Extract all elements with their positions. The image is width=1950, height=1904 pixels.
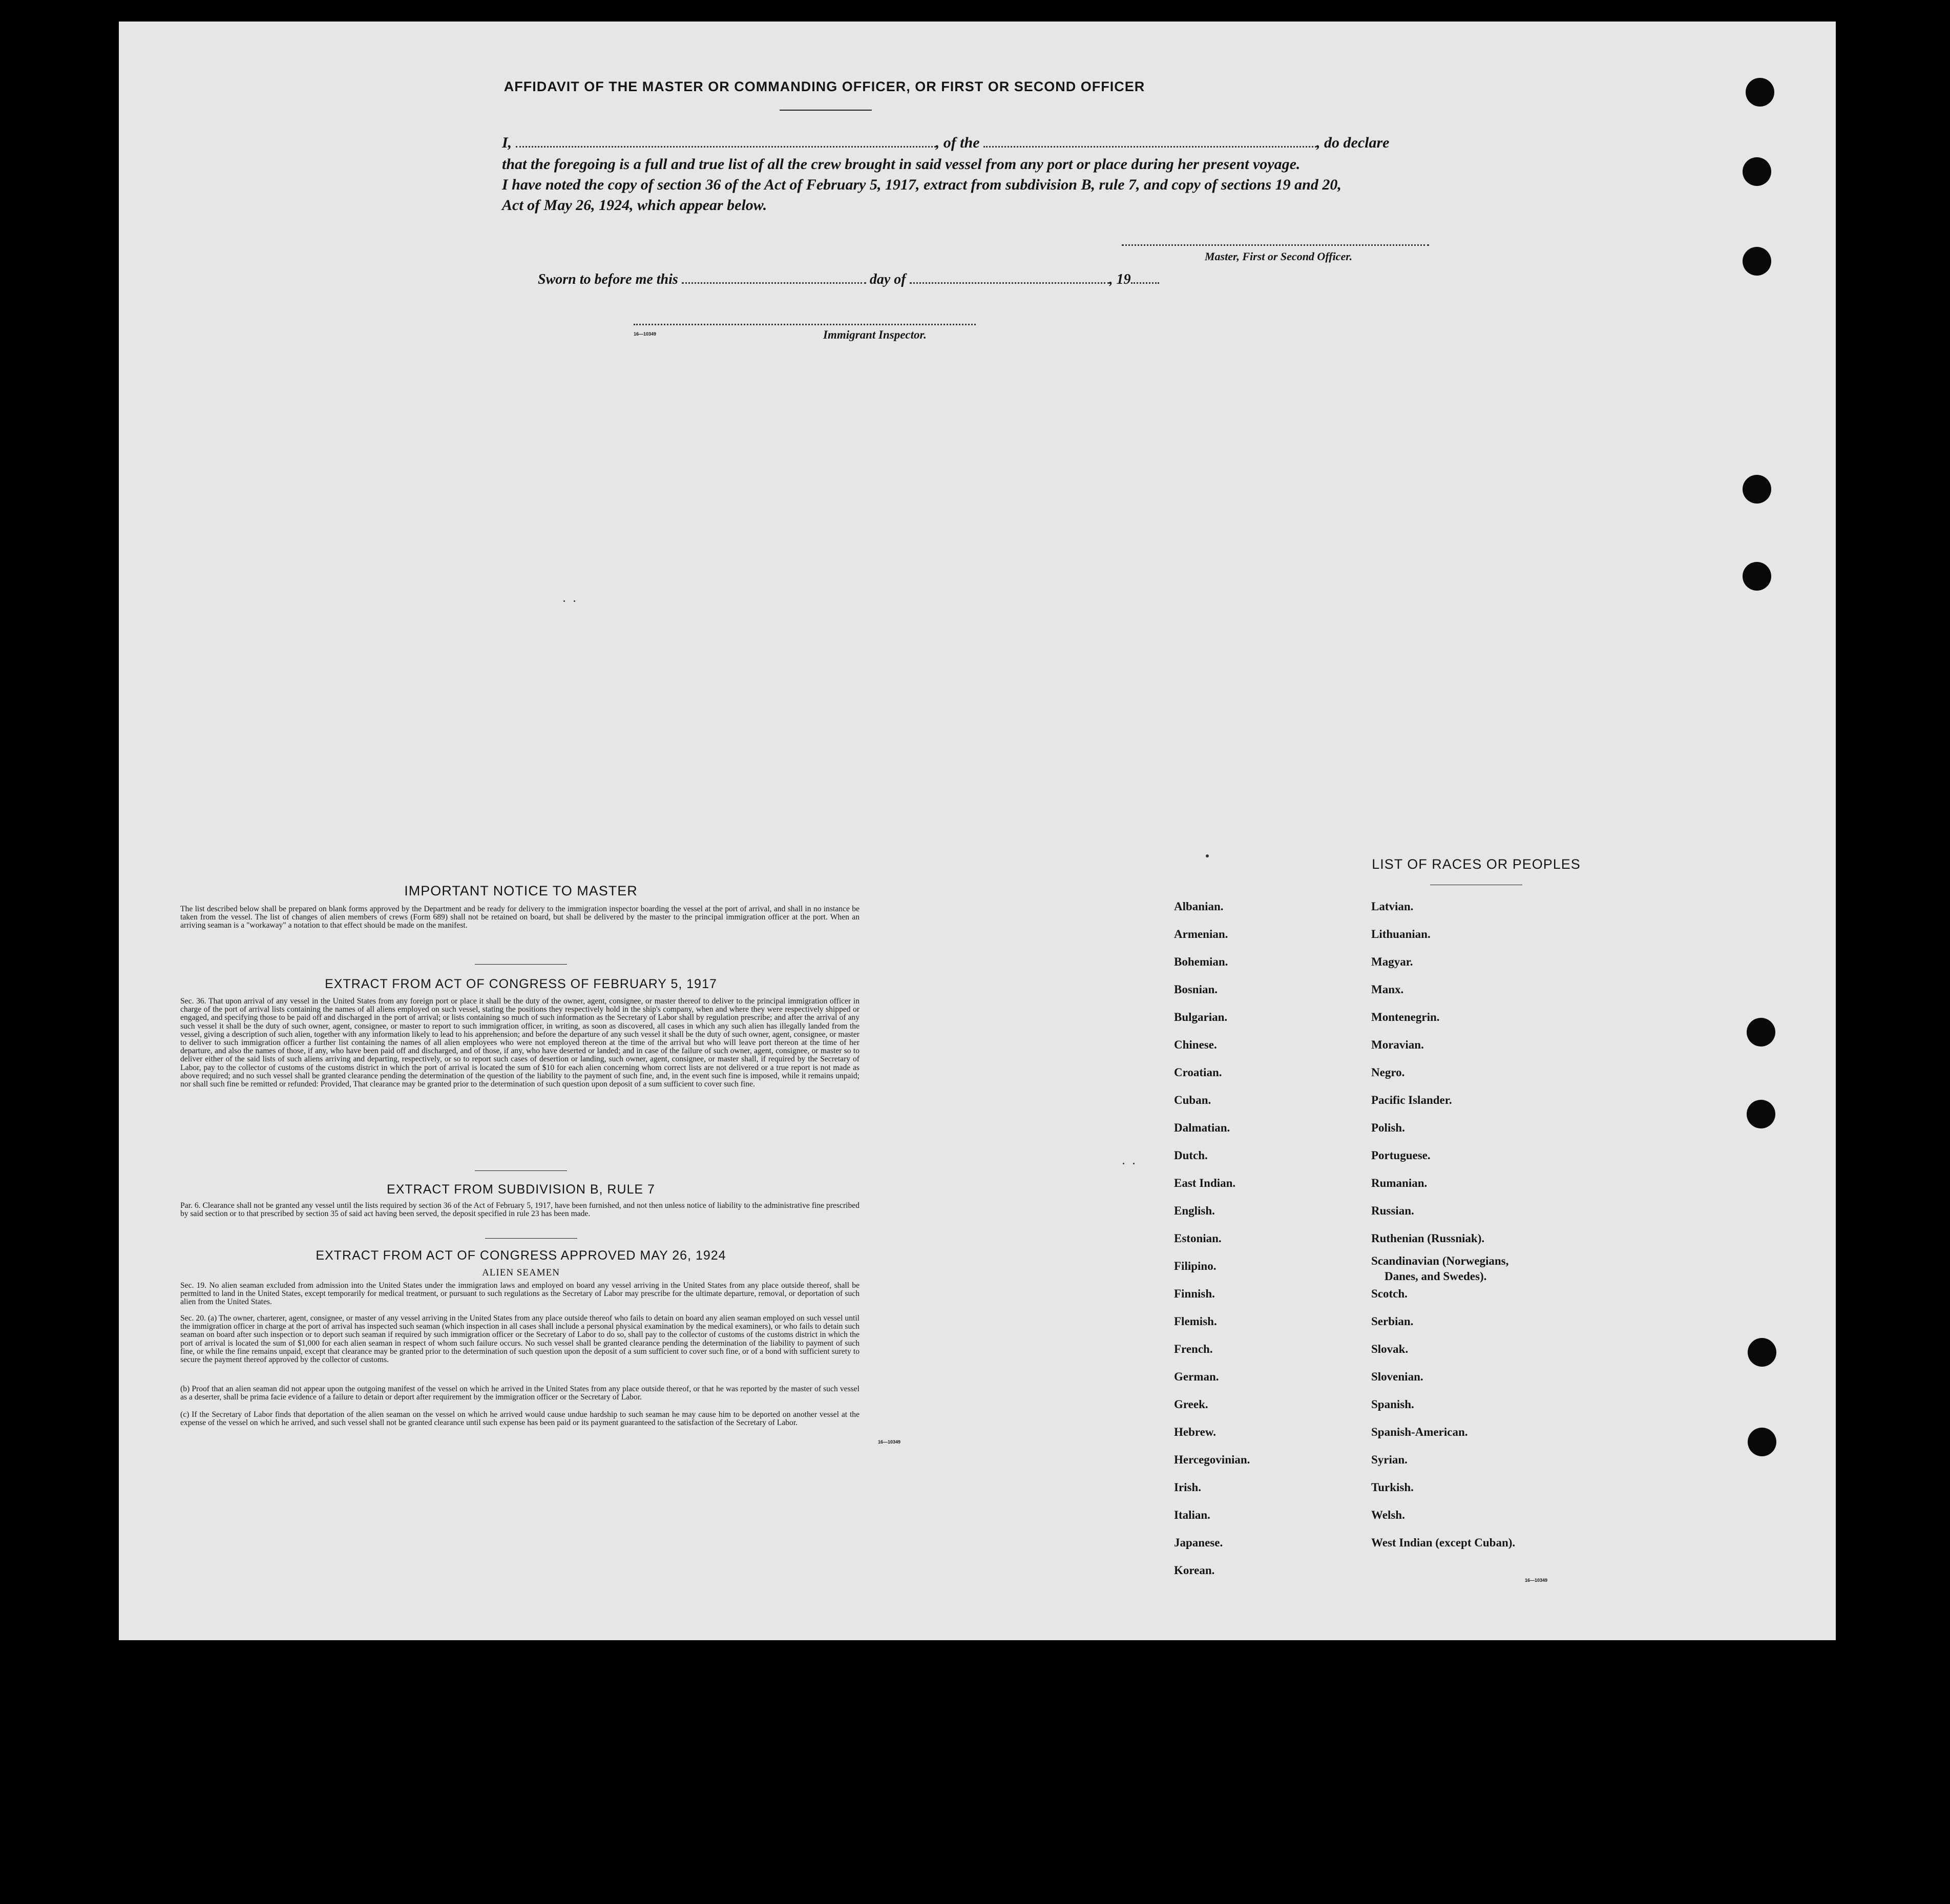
race-item: Flemish. bbox=[1174, 1315, 1217, 1328]
races-title: LIST OF RACES OR PEOPLES bbox=[1372, 856, 1581, 872]
binder-hole bbox=[1747, 1100, 1775, 1128]
race-item: Latvian. bbox=[1371, 900, 1414, 913]
declaration-line-1 bbox=[502, 134, 1424, 152]
declarant-name-blank[interactable] bbox=[516, 141, 936, 148]
extract-rule7-divider bbox=[485, 1238, 577, 1239]
race-item: Cuban. bbox=[1174, 1094, 1211, 1106]
sec20c-text: (c) If the Secretary of Labor finds that deportation of the alien seaman on the vessel on which he arrived would cause undue hardship to such seaman he may cause him to be deported on another vessel at the expense of the vessel on which he arrived, and such vessel shall not be granted clearance until such expense has been paid or its payment guaranteed to the satisfaction of the Secretary of Labor. bbox=[180, 1410, 859, 1428]
form-number-left: 16—10349 bbox=[878, 1439, 901, 1445]
form-number-top: 16—10349 bbox=[634, 331, 657, 337]
race-item: Turkish. bbox=[1371, 1481, 1414, 1494]
race-item: Estonian. bbox=[1174, 1232, 1222, 1245]
binder-hole bbox=[1746, 78, 1774, 107]
scan-speck bbox=[574, 600, 575, 602]
race-item: Bulgarian. bbox=[1174, 1011, 1228, 1023]
notice-title: IMPORTANT NOTICE TO MASTER bbox=[404, 883, 638, 898]
race-item: Korean. bbox=[1174, 1564, 1215, 1577]
race-item: Montenegrin. bbox=[1371, 1011, 1440, 1023]
race-item: Welsh. bbox=[1371, 1509, 1405, 1521]
do-declare-label: , do declare bbox=[1316, 134, 1390, 151]
race-item: Croatian. bbox=[1174, 1066, 1222, 1079]
extract-1924-title: EXTRACT FROM ACT OF CONGRESS APPROVED MAY 26, 1924 bbox=[316, 1248, 726, 1263]
sworn-day-blank[interactable] bbox=[682, 277, 866, 284]
race-item: Lithuanian. bbox=[1371, 928, 1431, 940]
race-item: Spanish-American. bbox=[1371, 1426, 1468, 1438]
scan-speck bbox=[563, 600, 565, 602]
race-item: Serbian. bbox=[1371, 1315, 1414, 1328]
race-item: English. bbox=[1174, 1204, 1215, 1217]
race-item: French. bbox=[1174, 1343, 1213, 1355]
race-item: Slovenian. bbox=[1371, 1370, 1423, 1383]
inspector-label: Immigrant Inspector. bbox=[823, 328, 927, 341]
notice-text: The list described below shall be prepared on blank forms approved by the Department and be ready for delivery to the immigration inspector boarding the vessel at the port of arrival, and shall in no instance be taken from the vessel. The list of changes of alien members of crews (Form 689) shall not be retained on board, but shall be delivered by the master to the principal immigration officer at the port. When an arriving seaman is a "workaway" a notation to that effect should be made on the manifest. bbox=[180, 905, 859, 930]
race-item: Moravian. bbox=[1371, 1038, 1424, 1051]
sworn-line bbox=[538, 271, 1159, 288]
race-item: Negro. bbox=[1371, 1066, 1405, 1079]
title-divider bbox=[780, 110, 872, 111]
extract-1917-text: Sec. 36. That upon arrival of any vessel in the United States from any foreign port or place it shall be the duty of the owner, agent, consignee, or master thereof to deliver to the principal immigration officer in charge of the port of arrival lists containing the names of all aliens employed on such vessel, stating the positions they respectively hold in the ship's company, when and where they were respectively shipped or engaged, and specifying those to be paid off and discharged in the port of arrival; or lists containing so much of such information as the Secretary of Labor shall by regulation prescribe; and after the arrival of any such vessel it shall be the duty of such owner, agent, consignee, or master to report to such immigration officer, in writing, as soon as discovered, all cases in which any such alien has illegally landed from the vessel, giving a description of such alien, together with any information likely to lead to his apprehension; and before the departure of any such vessel it shall be the duty of such owner, agent, consignee, or master to deliver to such immigration officer a further list containing the names of all alien employees who were not employed thereon at the time of the arrival but who will leave port thereon at the time of her departure, and also the names of those, if any, who have been paid off and discharged, and of those, if any, who have deserted or landed; and in case of the failure of such owner, agent, consignee, or master so to deliver either of the said lists of such aliens arriving and departing, respectively, or so to report such cases of desertion or landing, such owner, agent, consignee, or master shall, if required by the Secretary of Labor, pay to the collector of customs of the customs district in which the port of arrival is located the sum of $10 for each alien concerning whom correct lists are not delivered or a true report is not made as above required; and no such vessel shall be granted clearance pending the determination of the question of the liability to the payment of such fine, and, in the event such fine is imposed, while it remains unpaid; nor shall such fine be remitted or refunded: Provided, That clearance may be granted prior to the determination of such question upon deposit of a sum sufficient to cover such fine. bbox=[180, 997, 859, 1089]
race-item: Slovak. bbox=[1371, 1343, 1409, 1355]
race-item: Albanian. bbox=[1174, 900, 1224, 913]
binder-hole bbox=[1747, 1018, 1775, 1047]
race-item: Syrian. bbox=[1371, 1453, 1408, 1466]
binder-hole bbox=[1743, 475, 1771, 504]
declaration-line-3: I have noted the copy of section 36 of the Act of February 5, 1917, extract from subdivision B, rule 7, and copy of sections 19 and 20, bbox=[502, 176, 1341, 193]
race-item: Armenian. bbox=[1174, 928, 1228, 940]
race-item: Dalmatian. bbox=[1174, 1121, 1230, 1134]
master-signature-line[interactable] bbox=[1122, 244, 1429, 246]
race-item: Spanish. bbox=[1371, 1398, 1414, 1411]
race-item: German. bbox=[1174, 1370, 1219, 1383]
form-number-right: 16—10349 bbox=[1525, 1578, 1548, 1583]
extract-1924-subtitle: ALIEN SEAMEN bbox=[482, 1267, 560, 1278]
race-item: Ruthenian (Russniak). bbox=[1371, 1232, 1485, 1245]
race-item: Hebrew. bbox=[1174, 1426, 1216, 1438]
declarant-i-label: I, bbox=[502, 134, 512, 151]
extract-1917-divider bbox=[475, 1170, 567, 1171]
race-item: Filipino. bbox=[1174, 1260, 1217, 1272]
scan-speck bbox=[1123, 1163, 1124, 1164]
race-item: Polish. bbox=[1371, 1121, 1405, 1134]
race-item: Greek. bbox=[1174, 1398, 1208, 1411]
declaration-line-4: Act of May 26, 1924, which appear below. bbox=[502, 197, 767, 214]
race-item: Scotch. bbox=[1371, 1287, 1408, 1300]
master-signature-label: Master, First or Second Officer. bbox=[1205, 250, 1353, 263]
race-item: Irish. bbox=[1174, 1481, 1202, 1494]
race-item: Rumanian. bbox=[1371, 1177, 1428, 1189]
race-item: Danes, and Swedes). bbox=[1385, 1270, 1487, 1283]
race-item: Magyar. bbox=[1371, 955, 1413, 968]
of-the-label: , of the bbox=[935, 134, 980, 151]
race-item: West Indian (except Cuban). bbox=[1371, 1536, 1516, 1549]
sworn-month-blank[interactable] bbox=[910, 277, 1109, 284]
notice-divider bbox=[475, 964, 567, 965]
declaration-line-2: that the foregoing is a full and true list of all the crew brought in said vessel from any port or place during her present voyage. bbox=[502, 156, 1301, 173]
race-item: Portuguese. bbox=[1371, 1149, 1431, 1162]
race-item: Finnish. bbox=[1174, 1287, 1215, 1300]
race-item: Russian. bbox=[1371, 1204, 1414, 1217]
race-item: Bohemian. bbox=[1174, 955, 1228, 968]
scan-speck bbox=[1133, 1163, 1135, 1164]
sworn-day-of: day of bbox=[869, 271, 906, 287]
extract-rule7-title: EXTRACT FROM SUBDIVISION B, RULE 7 bbox=[387, 1182, 655, 1197]
binder-hole bbox=[1748, 1338, 1776, 1367]
race-item: Pacific Islander. bbox=[1371, 1094, 1452, 1106]
inspector-signature-line[interactable] bbox=[634, 324, 976, 325]
race-item: Dutch. bbox=[1174, 1149, 1208, 1162]
sec19-text: Sec. 19. No alien seaman excluded from admission into the United States under the immigration laws and employed on board any vessel arriving in the United States from any place outside thereof, shall be permitted to land in the United States, except temporarily for medical treatment, or pursuant to such regulations as the Secretary of Labor may prescribe for the ultimate departure, removal, or deportation of such alien from the United States. bbox=[180, 1281, 859, 1307]
binder-hole bbox=[1743, 562, 1771, 591]
document-page bbox=[119, 22, 1836, 1640]
race-item: Bosnian. bbox=[1174, 983, 1218, 996]
race-item: Hercegovinian. bbox=[1174, 1453, 1250, 1466]
sworn-year: , 19 bbox=[1109, 271, 1131, 287]
vessel-name-blank[interactable] bbox=[983, 141, 1316, 148]
race-item: Italian. bbox=[1174, 1509, 1210, 1521]
binder-hole bbox=[1748, 1428, 1776, 1456]
race-item: Chinese. bbox=[1174, 1038, 1217, 1051]
extract-1917-title: EXTRACT FROM ACT OF CONGRESS OF FEBRUARY 5, 1917 bbox=[325, 977, 717, 991]
race-item: Scandinavian (Norwegians, bbox=[1371, 1254, 1509, 1267]
scan-speck bbox=[1206, 854, 1209, 857]
race-item: Japanese. bbox=[1174, 1536, 1223, 1549]
sworn-year-blank[interactable] bbox=[1131, 277, 1159, 284]
race-item: Manx. bbox=[1371, 983, 1404, 996]
race-item: East Indian. bbox=[1174, 1177, 1236, 1189]
sworn-prefix: Sworn to before me this bbox=[538, 271, 678, 287]
binder-hole bbox=[1743, 157, 1771, 186]
affidavit-title: AFFIDAVIT OF THE MASTER OR COMMANDING OFFICER, OR FIRST OR SECOND OFFICER bbox=[504, 79, 1145, 94]
sec20a-text: Sec. 20. (a) The owner, charterer, agent, consignee, or master of any vessel arriving in the United States from any place outside thereof who fails to detain on board any alien seaman employed on such vessel until the immigration officer in charge at the port of arrival has inspected such seaman (which inspection in all cases shall include a personal physical examination by the medical examiners), or who fails to detain such seaman on board after such inspection or to deport such seaman if required by such immigration officer or the Secretary of Labor to do so, shall pay to the collector of customs of the customs district in which the port of arrival is located the sum of $1,000 for each alien seaman in respect of whom such failure occurs. No such vessel shall be granted clearance pending the determination of the liability to payment of such fine, or while the fine remains unpaid, except that clearance may be granted prior to the determination of such question upon the deposit of a sum sufficient to cover such fine, or of a bond with sufficient surety to secure the payment thereof approved by the collector of customs. bbox=[180, 1314, 859, 1365]
sec20b-text: (b) Proof that an alien seaman did not appear upon the outgoing manifest of the vessel on which he arrived in the United States from any place outside thereof, or that he was reported by the master of such vessel as a deserter, shall be prima facie evidence of a failure to detain or deport after requirement by the immigration officer or the Secretary of Labor. bbox=[180, 1385, 859, 1402]
extract-rule7-text: Par. 6. Clearance shall not be granted any vessel until the lists required by section 36 of the Act of February 5, 1917, have been furnished, and not then unless notice of liability to the administrative fine prescribed by said section or to that prescribed by section 35 of said act having been served, the deposit specified in rule 23 has been made. bbox=[180, 1201, 859, 1219]
binder-hole bbox=[1743, 247, 1771, 276]
